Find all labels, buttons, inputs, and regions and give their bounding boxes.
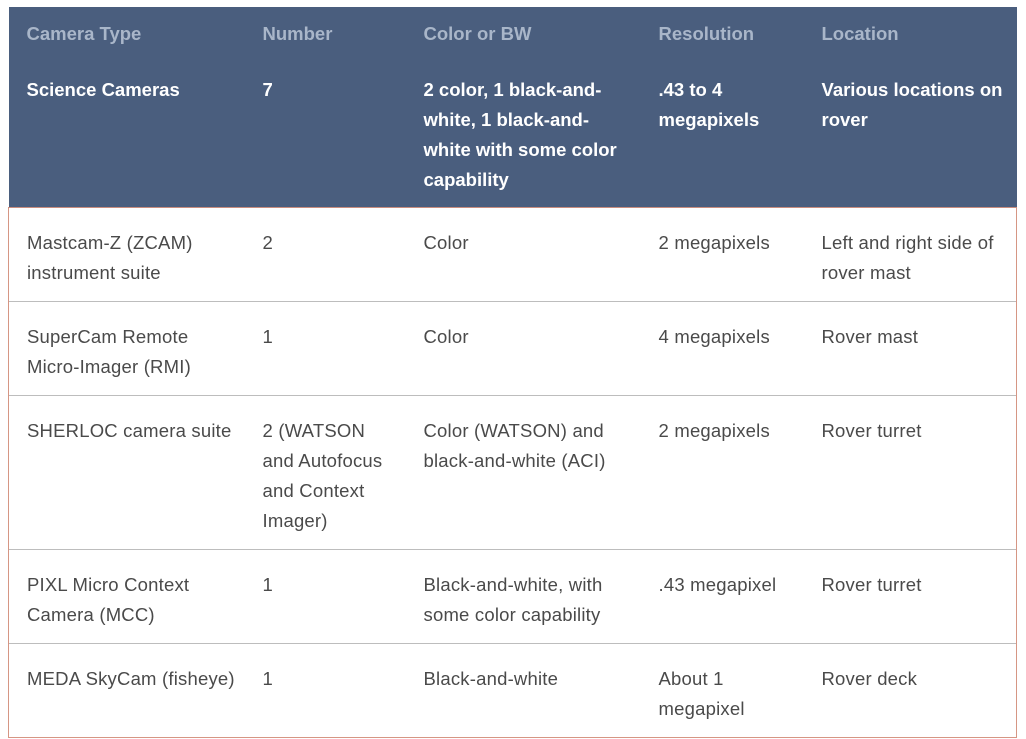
table-row: [9, 302, 1017, 396]
cell-number: 1: [245, 302, 406, 396]
cell-camera-type: SuperCam Remote Micro-Imager (RMI): [9, 302, 245, 396]
header-camera-type: Camera Type: [9, 7, 245, 61]
cell-number: 1: [245, 550, 406, 644]
cell-number: 2 (WATSON and Autofocus and Context Imager): [245, 396, 406, 550]
table-row: [9, 644, 1017, 738]
table-row: [9, 550, 1017, 644]
summary-location: Various locations on rover: [804, 61, 1017, 208]
cell-resolution: About 1 megapixel: [641, 644, 804, 738]
cell-color-or-bw: Color: [406, 302, 641, 396]
cell-location: Rover deck: [804, 644, 1017, 738]
cell-color-or-bw: Color (WATSON) and black-and-white (ACI): [406, 396, 641, 550]
summary-camera-type: Science Cameras: [9, 61, 245, 208]
table-header-row: [9, 7, 1017, 61]
cell-resolution: 2 megapixels: [641, 396, 804, 550]
cell-number: 2: [262, 232, 273, 253]
cell-location: Rover turret: [804, 396, 1017, 550]
cell-location: Rover turret: [804, 550, 1017, 644]
cell-location: Left and right side of rover mast: [804, 208, 1017, 302]
summary-color-or-bw: 2 color, 1 black-and-white, 1 black-and-white with some color capability: [406, 61, 641, 208]
cell-number: 1: [245, 644, 406, 738]
summary-number: 7: [245, 61, 406, 208]
cell-camera-type: MEDA SkyCam (fisheye): [9, 644, 245, 738]
cell-camera-type: SHERLOC camera suite: [9, 396, 245, 550]
summary-row-science-cameras: [9, 61, 1017, 208]
cell-resolution: 4 megapixels: [641, 302, 804, 396]
camera-table: [8, 7, 1017, 738]
cell-color-or-bw: Color: [423, 232, 469, 253]
header-color-or-bw: Color or BW: [406, 7, 641, 61]
table-row: [9, 396, 1017, 550]
header-location: Location: [804, 7, 1017, 61]
header-resolution: Resolution: [641, 7, 804, 61]
cell-location: Rover mast: [804, 302, 1017, 396]
cell-resolution: .43 megapixel: [641, 550, 804, 644]
camera-table-container: [8, 7, 1016, 738]
cell-color-or-bw: Black-and-white, with some color capability: [406, 550, 641, 644]
cell-resolution: 2 megapixels: [658, 232, 770, 253]
cell-camera-type: PIXL Micro Context Camera (MCC): [9, 550, 245, 644]
summary-resolution: .43 to 4 megapixels: [641, 61, 804, 208]
header-number: Number: [245, 7, 406, 61]
cell-color-or-bw: Black-and-white: [406, 644, 641, 738]
table-row: [9, 208, 1017, 302]
cell-camera-type: Mastcam-Z (ZCAM) instrument suite: [9, 208, 245, 302]
